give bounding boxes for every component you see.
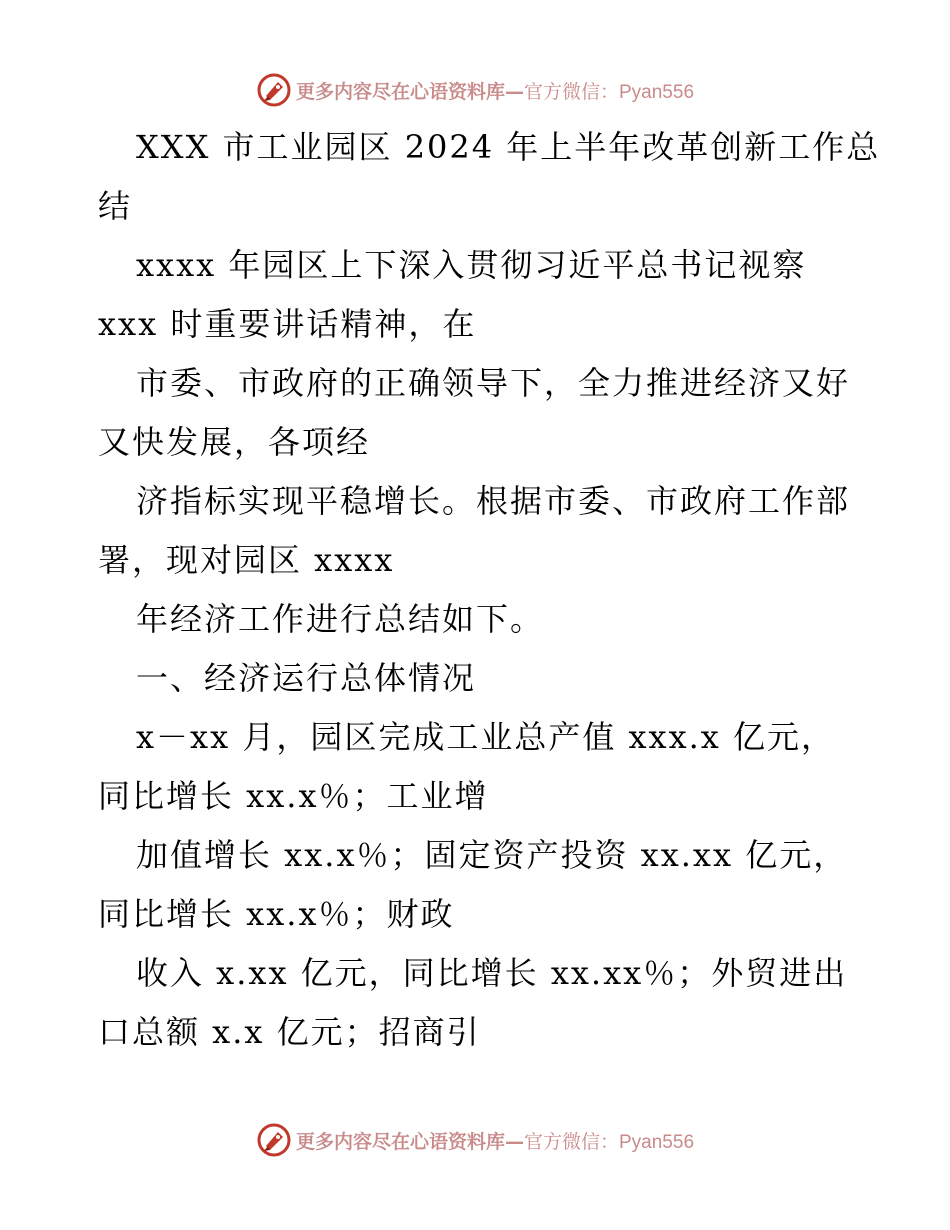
paragraph-line: 济指标实现平稳增长。根据市委、市政府工作部 — [136, 482, 851, 520]
paragraph-line: 同比增长 xx.x％；工业增 — [98, 777, 489, 815]
paragraph-line: 署，现对园区 xxxx — [98, 541, 395, 579]
paragraph-line: 又快发展，各项经 — [98, 423, 371, 461]
section-heading: 一、经济运行总体情况 — [136, 659, 477, 697]
paragraph-line: 年经济工作进行总结如下。 — [136, 600, 545, 638]
watermark-slogan: 更多内容尽在心语资料库— — [295, 80, 524, 103]
watermark-slogan: 更多内容尽在心语资料库— — [295, 1130, 524, 1153]
paragraph-line: 市委、市政府的正确领导下，全力推进经济又好 — [136, 364, 851, 402]
paragraph-line: xxxx 年园区上下深入贯彻习近平总书记视察 — [136, 246, 807, 284]
footer-watermark — [0, 1120, 950, 1160]
header-watermark — [0, 70, 950, 110]
paragraph-line: 加值增长 xx.x％；固定资产投资 xx.xx 亿元， — [136, 836, 848, 874]
watermark-wechat: 官方微信：Pyan556 — [524, 1131, 695, 1153]
watermark-wechat: 官方微信：Pyan556 — [524, 81, 695, 103]
paragraph-line: xxx 时重要讲话精神，在 — [98, 305, 477, 343]
pen-nib-logo-icon — [256, 72, 292, 108]
paragraph-line: x－xx 月，园区完成工业总产值 xxx.x 亿元， — [136, 718, 836, 756]
paragraph-line: 同比增长 xx.x％；财政 — [98, 895, 455, 933]
title-line-2: 结 — [98, 187, 133, 225]
paragraph-line: 收入 x.xx 亿元，同比增长 xx.xx％；外贸进出 — [136, 954, 848, 992]
paragraph-line: 口总额 x.x 亿元；招商引 — [98, 1013, 481, 1051]
title-line-1: XXX 市工业园区 2024 年上半年改革创新工作总 — [136, 128, 881, 166]
pen-nib-logo-icon — [256, 1122, 292, 1158]
document-body — [98, 118, 881, 1062]
